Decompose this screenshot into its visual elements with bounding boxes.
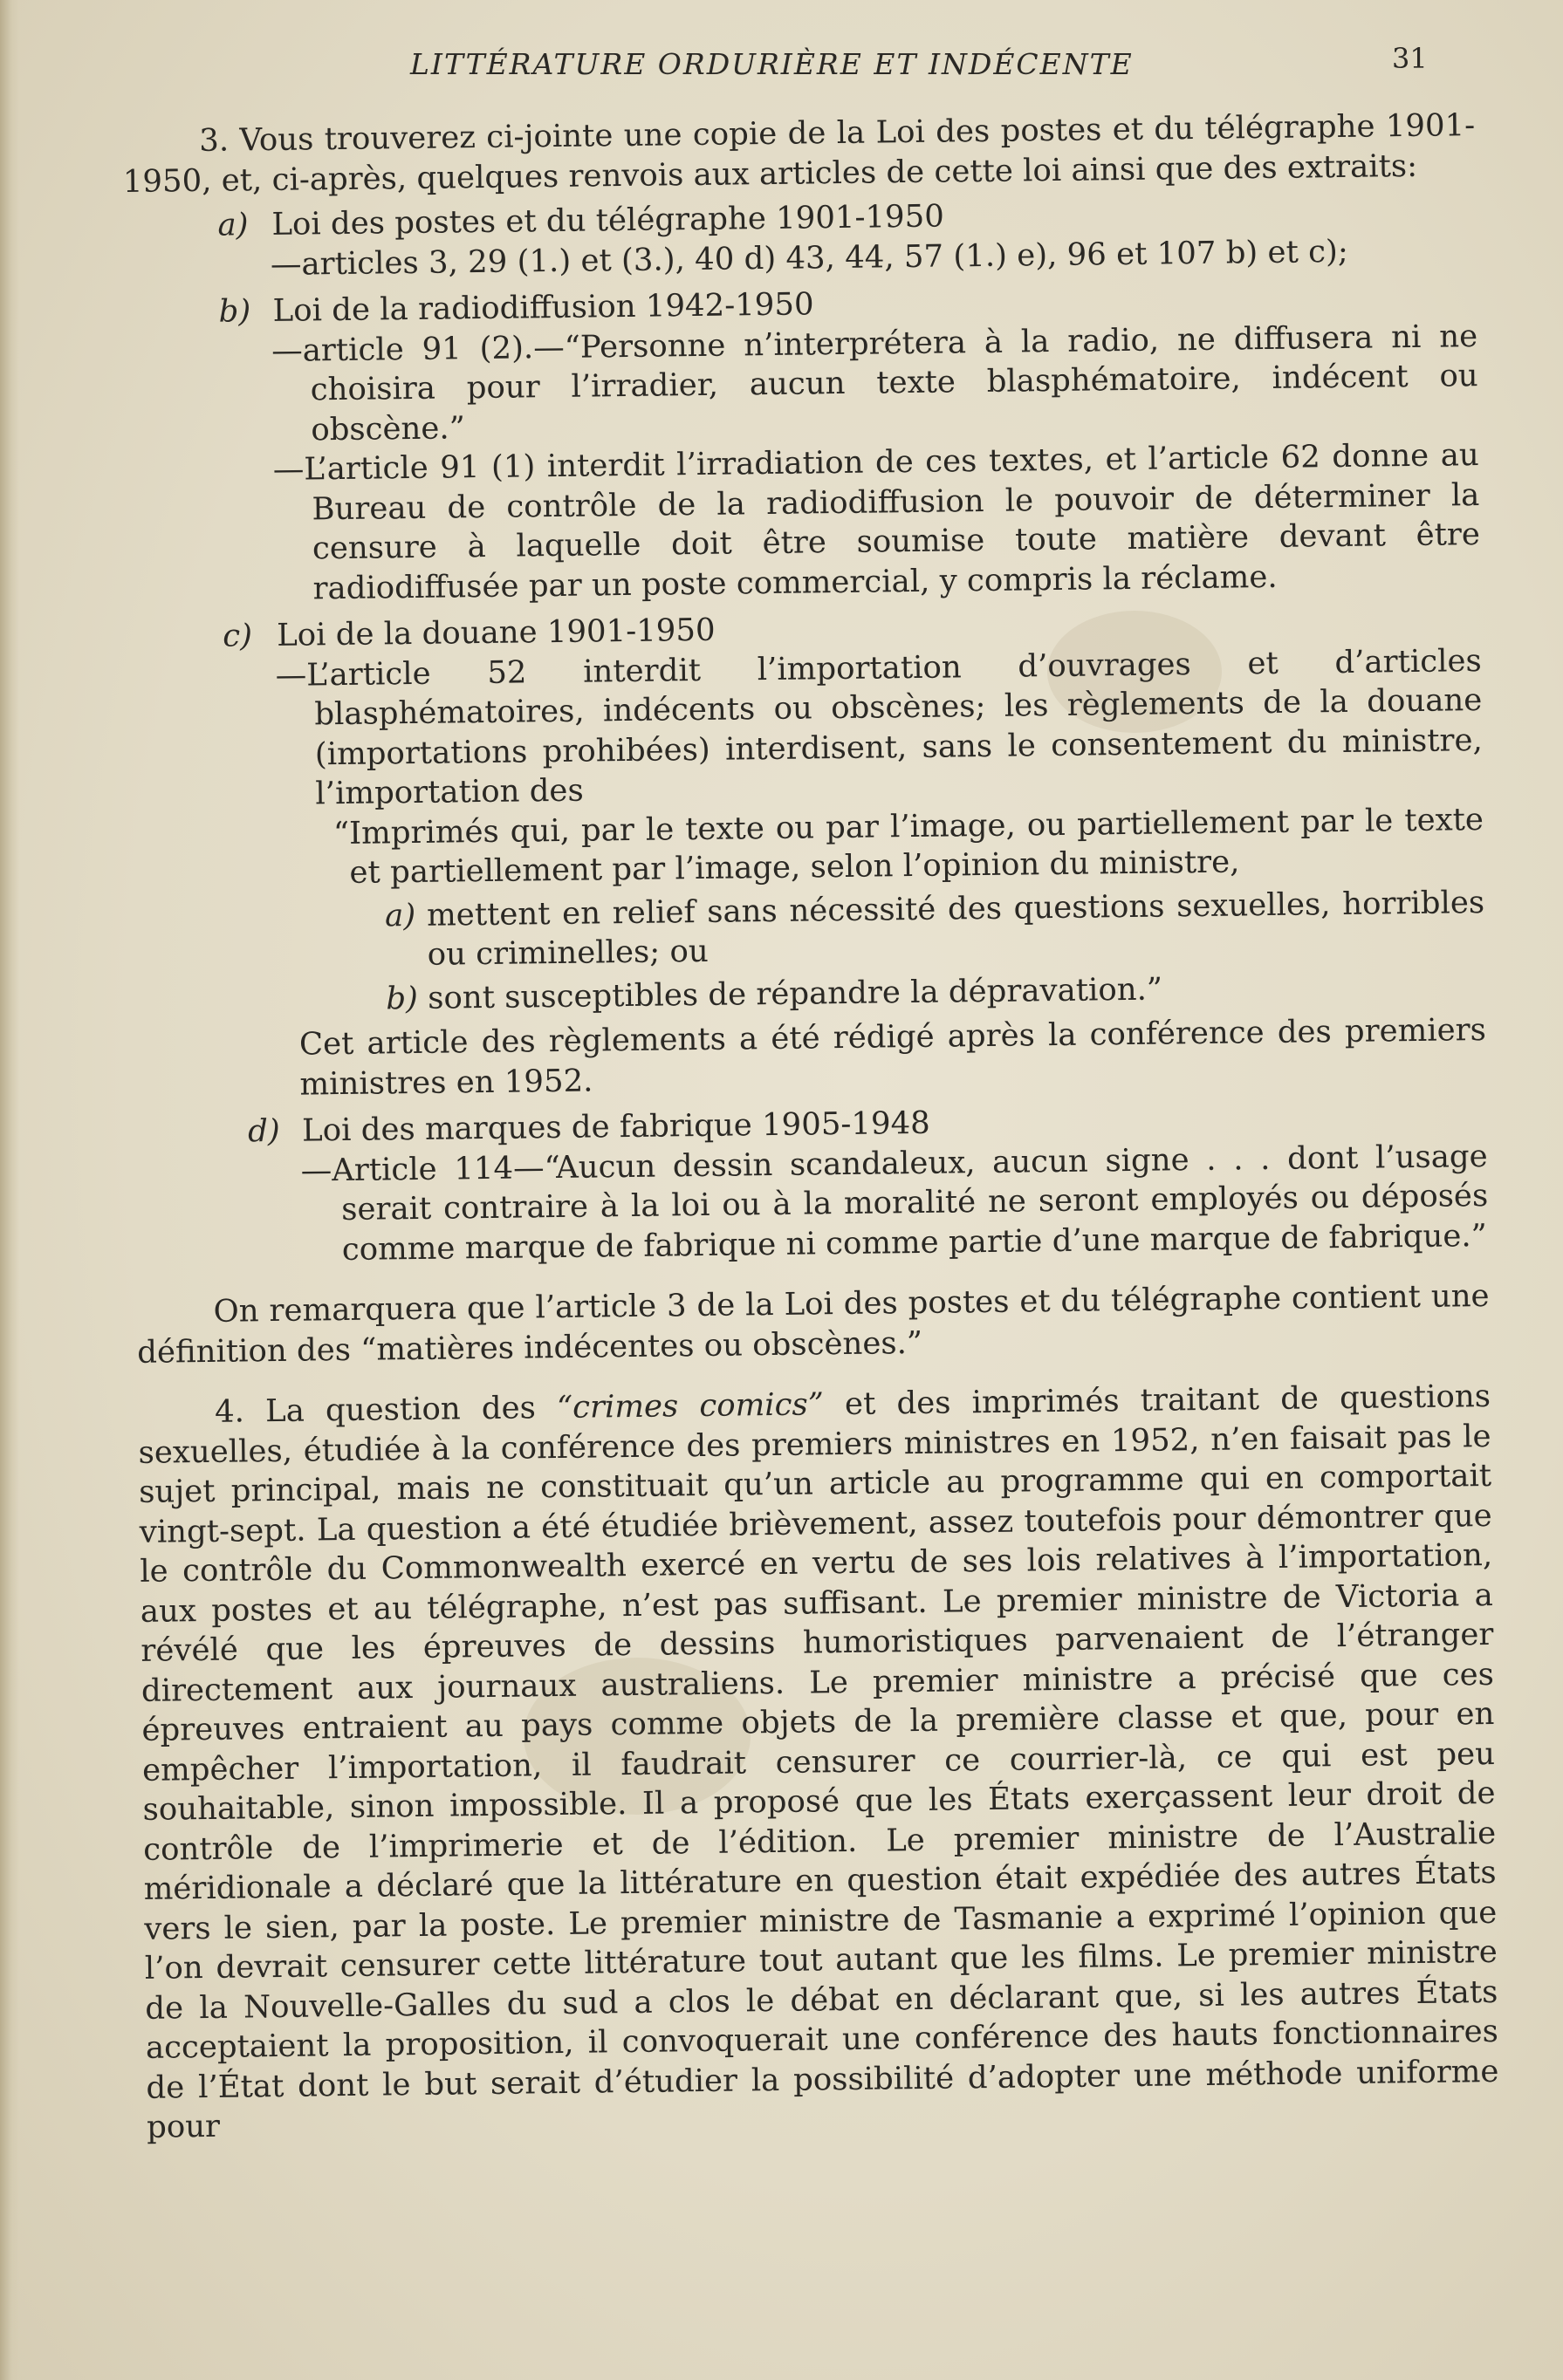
- running-title: LITTÉRATURE ORDURIÈRE ET INDÉCENTE: [410, 47, 1134, 81]
- list-marker: d): [247, 1112, 280, 1150]
- section-4-emphasis: “crimes comics”: [556, 1386, 825, 1426]
- law-title: Loi des marques de fabrique 1905-1948: [301, 1105, 930, 1149]
- quote-item-text: sont susceptibles de répandre la dépravation.”: [428, 971, 1163, 1016]
- list-marker: a): [217, 207, 249, 243]
- law-title: Loi de la douane 1901-1950: [276, 612, 716, 653]
- section-3-closing: On remarquera que l’article 3 de la Loi des postes et du télégraphe contient une définition des “matières indécentes ou obscènes.”: [136, 1277, 1490, 1371]
- article-description: —L’article 91 (1) interdit l’irradiation de ces textes, et l’article 62 donne au Bureau de contrôle de la radiodiffusion le pouvoir de déterminer la censure à laquelle doit être soumise toute matière devant être radiodiffusée par un poste commercial, y compris la réclame.: [272, 437, 1481, 606]
- section-4-text: et des imprimés traitant de questions sexuelles, étudiée à la conférence des premiers ministres en 1952, n’en faisait pas le sujet principal, mais ne constituait qu’un article au programme qui en comportait vingt-sept. La question a été étudiée brièvement, assez toutefois pour démontrer que le contrôle du Commonwealth exercé en vertu de ses lois relatives à l’importation, aux postes et au télégraphe, n’est pas suffisant. Le premier ministre de Victoria a révélé que les épreuves de dessins humoristiques parvenaient de l’étranger directement aux journaux australiens. Le premier ministre a précisé que ces épreuves entraient au pays comme objets de la première classe et que, pour en empêcher l’importation, il faudrait censurer ce courrier-là, ce qui est peu souhaitable, sinon impossible. Il a proposé que les États exerçassent leur droit de contrôle de l’imprimerie et de l’édition. Le premier ministre de l’Australie méridionale a déclaré que la littérature en question était expédiée des autres États vers le sien, par la poste. Le premier ministre de Tasmanie a exprimé l’opinion que l’on devrait censurer cette littérature tout autant que les films. Le premier ministre de la Nouvelle-Galles du sud a clos le débat en déclarant que, si les autres États acceptaient la proposition, il convoquerait une conférence des hauts fonctionnaires de l’État dont le but serait d’étudier la possibilité d’adopter une méthode uniforme pour: [138, 1378, 1499, 2145]
- law-title: Loi de la radiodiffusion 1942-1950: [272, 286, 814, 329]
- article-quote: —Article 114—“Aucun dessin scandaleux, aucun signe . . . dont l’usage serait contraire à la loi ou à la moralité ne seront employés ou déposés comme marque de fabrique ni comme partie d’une marque de fabrique.”: [300, 1138, 1489, 1268]
- section-4-paragraph: [138, 1377, 1499, 2147]
- article-description: —L’article 52 interdit l’importation d’ouvrages et d’articles blasphématoires, indécents ou obscènes; les règlements de la douane (importations prohibées) interdisent, sans le consentement du ministre, l’importation des: [275, 642, 1484, 812]
- list-marker: a): [384, 897, 416, 934]
- article-quote: —article 91 (2).—“Personne n’interprétera à la radio, ne diffusera ni ne choisira pour l’irradier, aucun texte blasphématoire, indécent ou obscène.”: [271, 318, 1478, 448]
- article-reference: —articles 3, 29 (1.) et (3.), 40 d) 43, 44, 57 (1.) e), 96 et 107 b) et c);: [270, 233, 1349, 283]
- quote-item-text: mettent en relief sans nécessité des questions sexuelles, horribles ou criminelles; ou: [426, 884, 1485, 973]
- page-binding-edge: [0, 0, 19, 2380]
- quote-item-a: [132, 882, 1485, 978]
- list-marker: b): [218, 293, 251, 330]
- law-title: Loi des postes et du télégraphe 1901-1950: [271, 198, 945, 243]
- page-header: [0, 42, 1563, 94]
- list-marker: b): [386, 980, 419, 1016]
- section-4-lead: 4. La question des: [214, 1390, 558, 1430]
- regulation-note: Cet article des règlements a été rédigé après la conférence des premiers ministres en 1952.: [298, 1011, 1487, 1103]
- page-number: 31: [1392, 42, 1428, 75]
- list-marker: c): [222, 618, 253, 654]
- regulation-quote: “Imprimés qui, par le texte ou par l’image, ou partiellement par le texte et partiellement par l’image, selon l’opinion du ministre,: [332, 801, 1484, 891]
- body-text: [122, 106, 1499, 2147]
- section-3-intro: 3. Vous trouverez ci-jointe une copie de la Loi des postes et du télégraphe 1901-1950, et, ci-après, quelques renvois aux articles de cette loi ainsi que des extraits:: [122, 107, 1476, 200]
